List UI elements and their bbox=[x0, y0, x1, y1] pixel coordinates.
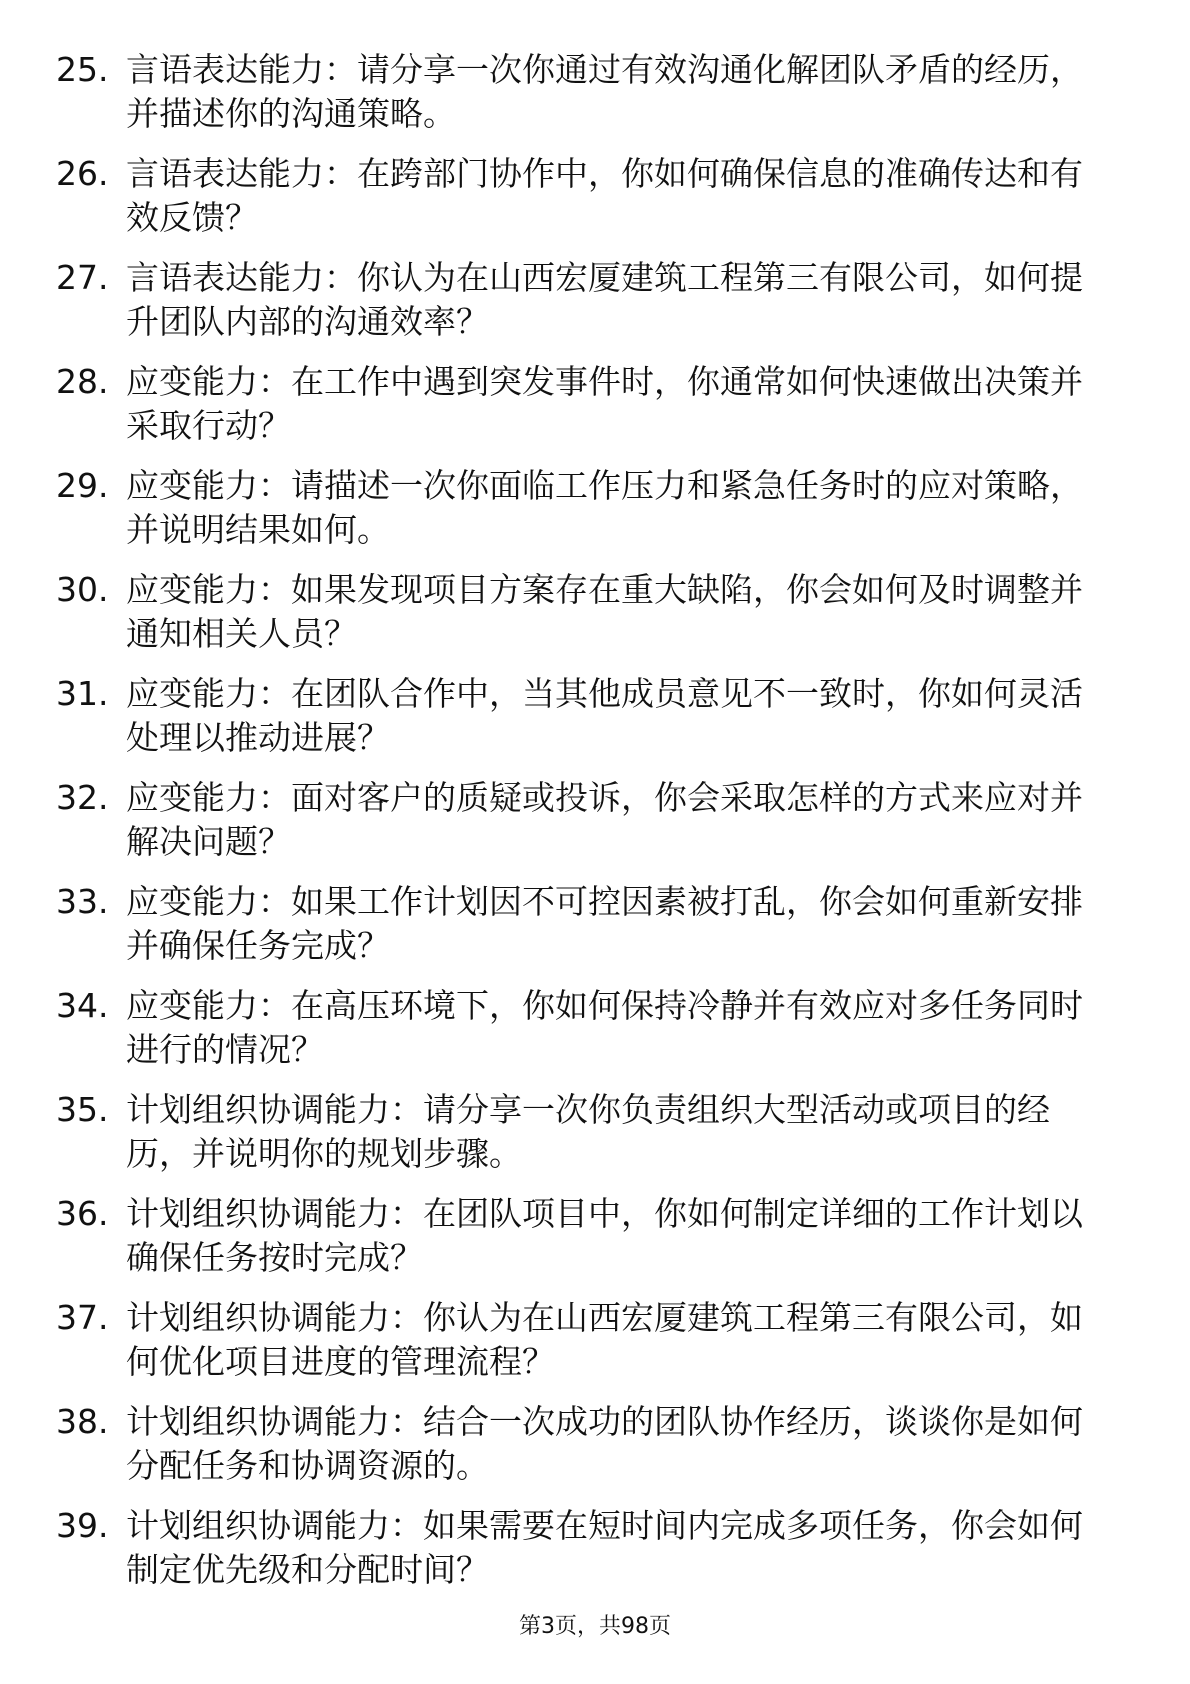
question-text: 计划组织协调能力：在团队项目中，你如何制定详细的工作计划以确保任务按时完成？ bbox=[126, 1194, 1083, 1277]
question-text: 计划组织协调能力：如果需要在短时间内完成多项任务，你会如何制定优先级和分配时间？ bbox=[126, 1506, 1083, 1589]
question-text: 应变能力：面对客户的质疑或投诉，你会采取怎样的方式来应对并解决问题？ bbox=[126, 778, 1083, 861]
question-item bbox=[0, 152, 1190, 256]
question-text: 应变能力：请描述一次你面临工作压力和紧急任务时的应对策略，并说明结果如何。 bbox=[126, 466, 1083, 549]
question-item bbox=[0, 1296, 1190, 1400]
question-number: 34. bbox=[56, 986, 109, 1025]
question-text: 言语表达能力：你认为在山西宏厦建筑工程第三有限公司，如何提升团队内部的沟通效率？ bbox=[126, 258, 1083, 341]
question-text: 计划组织协调能力：你认为在山西宏厦建筑工程第三有限公司，如何优化项目进度的管理流程？ bbox=[126, 1298, 1083, 1381]
page-footer: 第3页，共98页 bbox=[519, 1614, 671, 1639]
question-number: 29. bbox=[56, 466, 109, 505]
question-text: 言语表达能力：在跨部门协作中，你如何确保信息的准确传达和有效反馈？ bbox=[126, 154, 1083, 237]
question-item bbox=[0, 776, 1190, 880]
question-item bbox=[0, 1192, 1190, 1296]
question-item bbox=[0, 568, 1190, 672]
question-item bbox=[0, 256, 1190, 360]
question-text: 计划组织协调能力：结合一次成功的团队协作经历，谈谈你是如何分配任务和协调资源的。 bbox=[126, 1402, 1083, 1485]
question-item bbox=[0, 1400, 1190, 1504]
question-text: 应变能力：在高压环境下，你如何保持冷静并有效应对多任务同时进行的情况？ bbox=[126, 986, 1083, 1069]
question-item bbox=[0, 672, 1190, 776]
question-number: 35. bbox=[56, 1090, 109, 1129]
question-number: 26. bbox=[56, 154, 109, 193]
question-item bbox=[0, 1504, 1190, 1608]
question-number: 30. bbox=[56, 570, 109, 609]
question-number: 39. bbox=[56, 1506, 109, 1545]
question-list bbox=[0, 48, 1190, 1608]
question-text: 应变能力：在团队合作中，当其他成员意见不一致时，你如何灵活处理以推动进展？ bbox=[126, 674, 1083, 757]
question-number: 36. bbox=[56, 1194, 109, 1233]
question-item bbox=[0, 360, 1190, 464]
question-number: 32. bbox=[56, 778, 109, 817]
question-number: 31. bbox=[56, 674, 109, 713]
question-number: 27. bbox=[56, 258, 109, 297]
question-text: 应变能力：在工作中遇到突发事件时，你通常如何快速做出决策并采取行动？ bbox=[126, 362, 1083, 445]
question-number: 25. bbox=[56, 50, 109, 89]
question-number: 28. bbox=[56, 362, 109, 401]
question-number: 37. bbox=[56, 1298, 109, 1337]
question-text: 应变能力：如果发现项目方案存在重大缺陷，你会如何及时调整并通知相关人员？ bbox=[126, 570, 1083, 653]
question-text: 言语表达能力：请分享一次你通过有效沟通化解团队矛盾的经历，并描述你的沟通策略。 bbox=[126, 50, 1083, 133]
question-text: 计划组织协调能力：请分享一次你负责组织大型活动或项目的经历，并说明你的规划步骤。 bbox=[126, 1090, 1050, 1173]
question-text: 应变能力：如果工作计划因不可控因素被打乱，你会如何重新安排并确保任务完成？ bbox=[126, 882, 1083, 965]
question-item bbox=[0, 880, 1190, 984]
question-number: 33. bbox=[56, 882, 109, 921]
question-item bbox=[0, 984, 1190, 1088]
question-item bbox=[0, 464, 1190, 568]
question-number: 38. bbox=[56, 1402, 109, 1441]
question-item bbox=[0, 48, 1190, 152]
question-item bbox=[0, 1088, 1190, 1192]
